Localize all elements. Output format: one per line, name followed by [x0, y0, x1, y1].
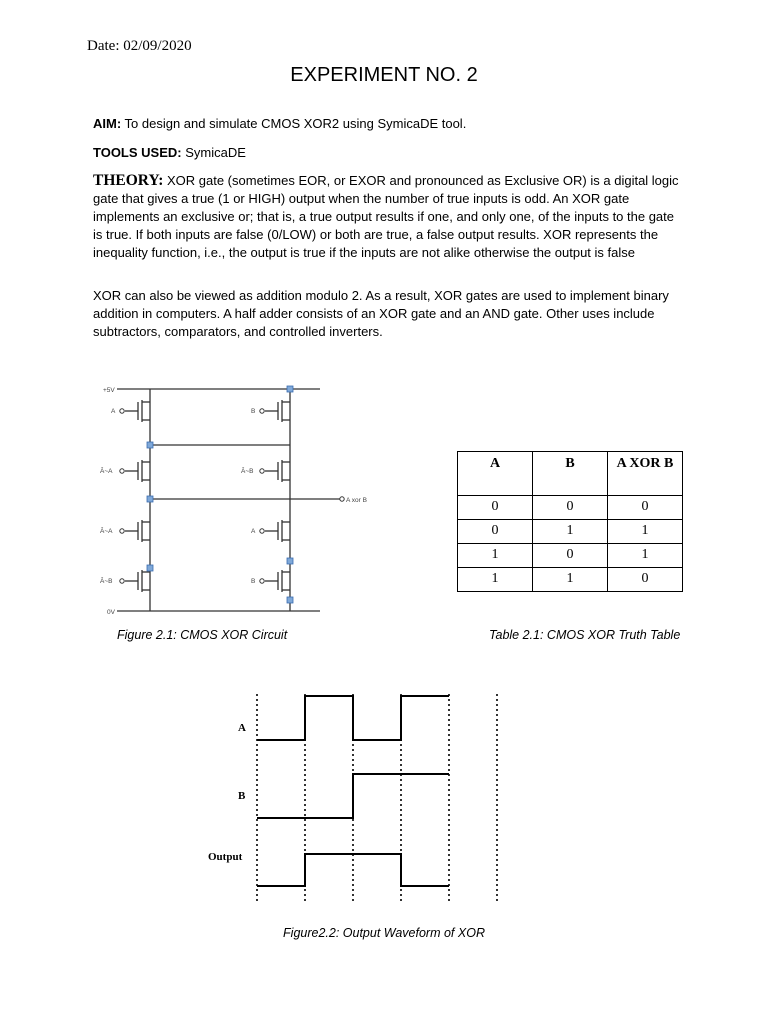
tools-label: TOOLS USED:: [93, 145, 182, 160]
input-b-2-label: B: [251, 578, 256, 585]
xor-waveform-diagram: [200, 688, 510, 908]
aim-label: AIM:: [93, 116, 122, 131]
gnd-label: 0V: [107, 609, 115, 616]
theory-text: XOR gate (sometimes EOR, or EXOR and pronounced as Exclusive OR) is a digital logic gate that gives a true (1 or HIGH) output when the number of true inputs is odd. An XOR gate implements an exclusive or; that is, a true output results if one, and only one, of the inputs to the gate is true. If both inputs are false (0/LOW) or both are true, a false output results. XOR represents the inequality function, i.e., the output is true if the inputs are not alike otherwise the output is false: [93, 173, 679, 260]
input-abar-label: Ā~A: [100, 468, 113, 475]
waveform-caption: Figure2.2: Output Waveform of XOR: [283, 926, 485, 940]
output-terminal-circle: [340, 497, 344, 501]
tools-text: SymicaDE: [181, 145, 246, 160]
gate-input-circle: [260, 469, 264, 473]
transistor-n3: [265, 520, 290, 542]
waveform-gridlines: [257, 694, 497, 902]
page-title: EXPERIMENT NO. 2: [290, 64, 478, 86]
table-cell: 0: [533, 496, 608, 520]
waveform-a-line: [257, 696, 449, 740]
transistor-p4: [265, 460, 290, 482]
gate-input-circle: [120, 469, 124, 473]
table-cell: 0: [458, 520, 533, 544]
node-marker: [147, 565, 153, 571]
table-header-cell: A: [458, 452, 533, 496]
circuit-caption: Figure 2.1: CMOS XOR Circuit: [117, 628, 288, 642]
theory-label: THEORY:: [93, 172, 164, 189]
table-cell: 1: [608, 520, 683, 544]
input-a-2-label: A: [251, 528, 256, 535]
transistor-p2: [125, 460, 150, 482]
table-cell: 1: [533, 520, 608, 544]
aim-paragraph: [93, 115, 683, 133]
signal-output-label: Output: [208, 851, 243, 863]
transistor-n1: [125, 520, 150, 542]
node-marker: [287, 597, 293, 603]
input-bbar-2-label: Ā~B: [100, 578, 113, 585]
aim-text: To design and simulate CMOS XOR2 using SymicaDE tool.: [121, 116, 467, 131]
output-label: A xor B: [346, 497, 367, 504]
gate-input-circle: [260, 579, 264, 583]
table-header-cell: B: [533, 452, 608, 496]
signal-a-label: A: [238, 722, 246, 734]
xor-addition-paragraph: XOR can also be viewed as addition modulo 2. As a result, XOR gates are used to implement binary addition in computers. A half adder consists of an XOR gate and an AND gate. Other uses include subtractors, comparators, and controlled inverters.: [93, 288, 669, 339]
gate-input-circle: [260, 529, 264, 533]
input-abar-2-label: Ā~A: [100, 528, 113, 535]
xor-truth-table: [457, 451, 683, 592]
input-b-label: B: [251, 408, 256, 415]
input-bbar-label: Ā~B: [241, 468, 254, 475]
theory-paragraph: [93, 172, 683, 262]
table-cell: 0: [608, 496, 683, 520]
document-date: Date: 02/09/2020: [87, 38, 192, 54]
table-cell: 1: [533, 568, 608, 592]
table-row: [458, 568, 683, 592]
tools-paragraph: [93, 144, 683, 162]
table-row: [458, 544, 683, 568]
transistor-p1: [125, 400, 150, 422]
table-header-cell: A XOR B: [608, 452, 683, 496]
table-cell: 0: [533, 544, 608, 568]
gate-input-circle: [260, 409, 264, 413]
table-cell: 0: [458, 496, 533, 520]
cmos-xor-circuit-diagram: [95, 380, 385, 620]
table-cell: 1: [458, 568, 533, 592]
waveform-b-line: [257, 774, 449, 818]
signal-b-label: B: [238, 790, 246, 802]
table-cell: 1: [458, 544, 533, 568]
node-marker: [147, 496, 153, 502]
input-a-label: A: [111, 408, 116, 415]
transistor-n2: [125, 570, 150, 592]
table-row: [458, 496, 683, 520]
table-row: [458, 520, 683, 544]
table-cell: 0: [608, 568, 683, 592]
transistor-n4: [265, 570, 290, 592]
node-marker: [147, 442, 153, 448]
node-marker: [287, 386, 293, 392]
transistor-p3: [265, 400, 290, 422]
table-header-row: [458, 452, 683, 496]
gate-input-circle: [120, 579, 124, 583]
table-caption: Table 2.1: CMOS XOR Truth Table: [489, 628, 681, 642]
table-cell: 1: [608, 544, 683, 568]
node-marker: [287, 558, 293, 564]
gate-input-circle: [120, 529, 124, 533]
vdd-label: +5V: [103, 387, 115, 394]
gate-input-circle: [120, 409, 124, 413]
